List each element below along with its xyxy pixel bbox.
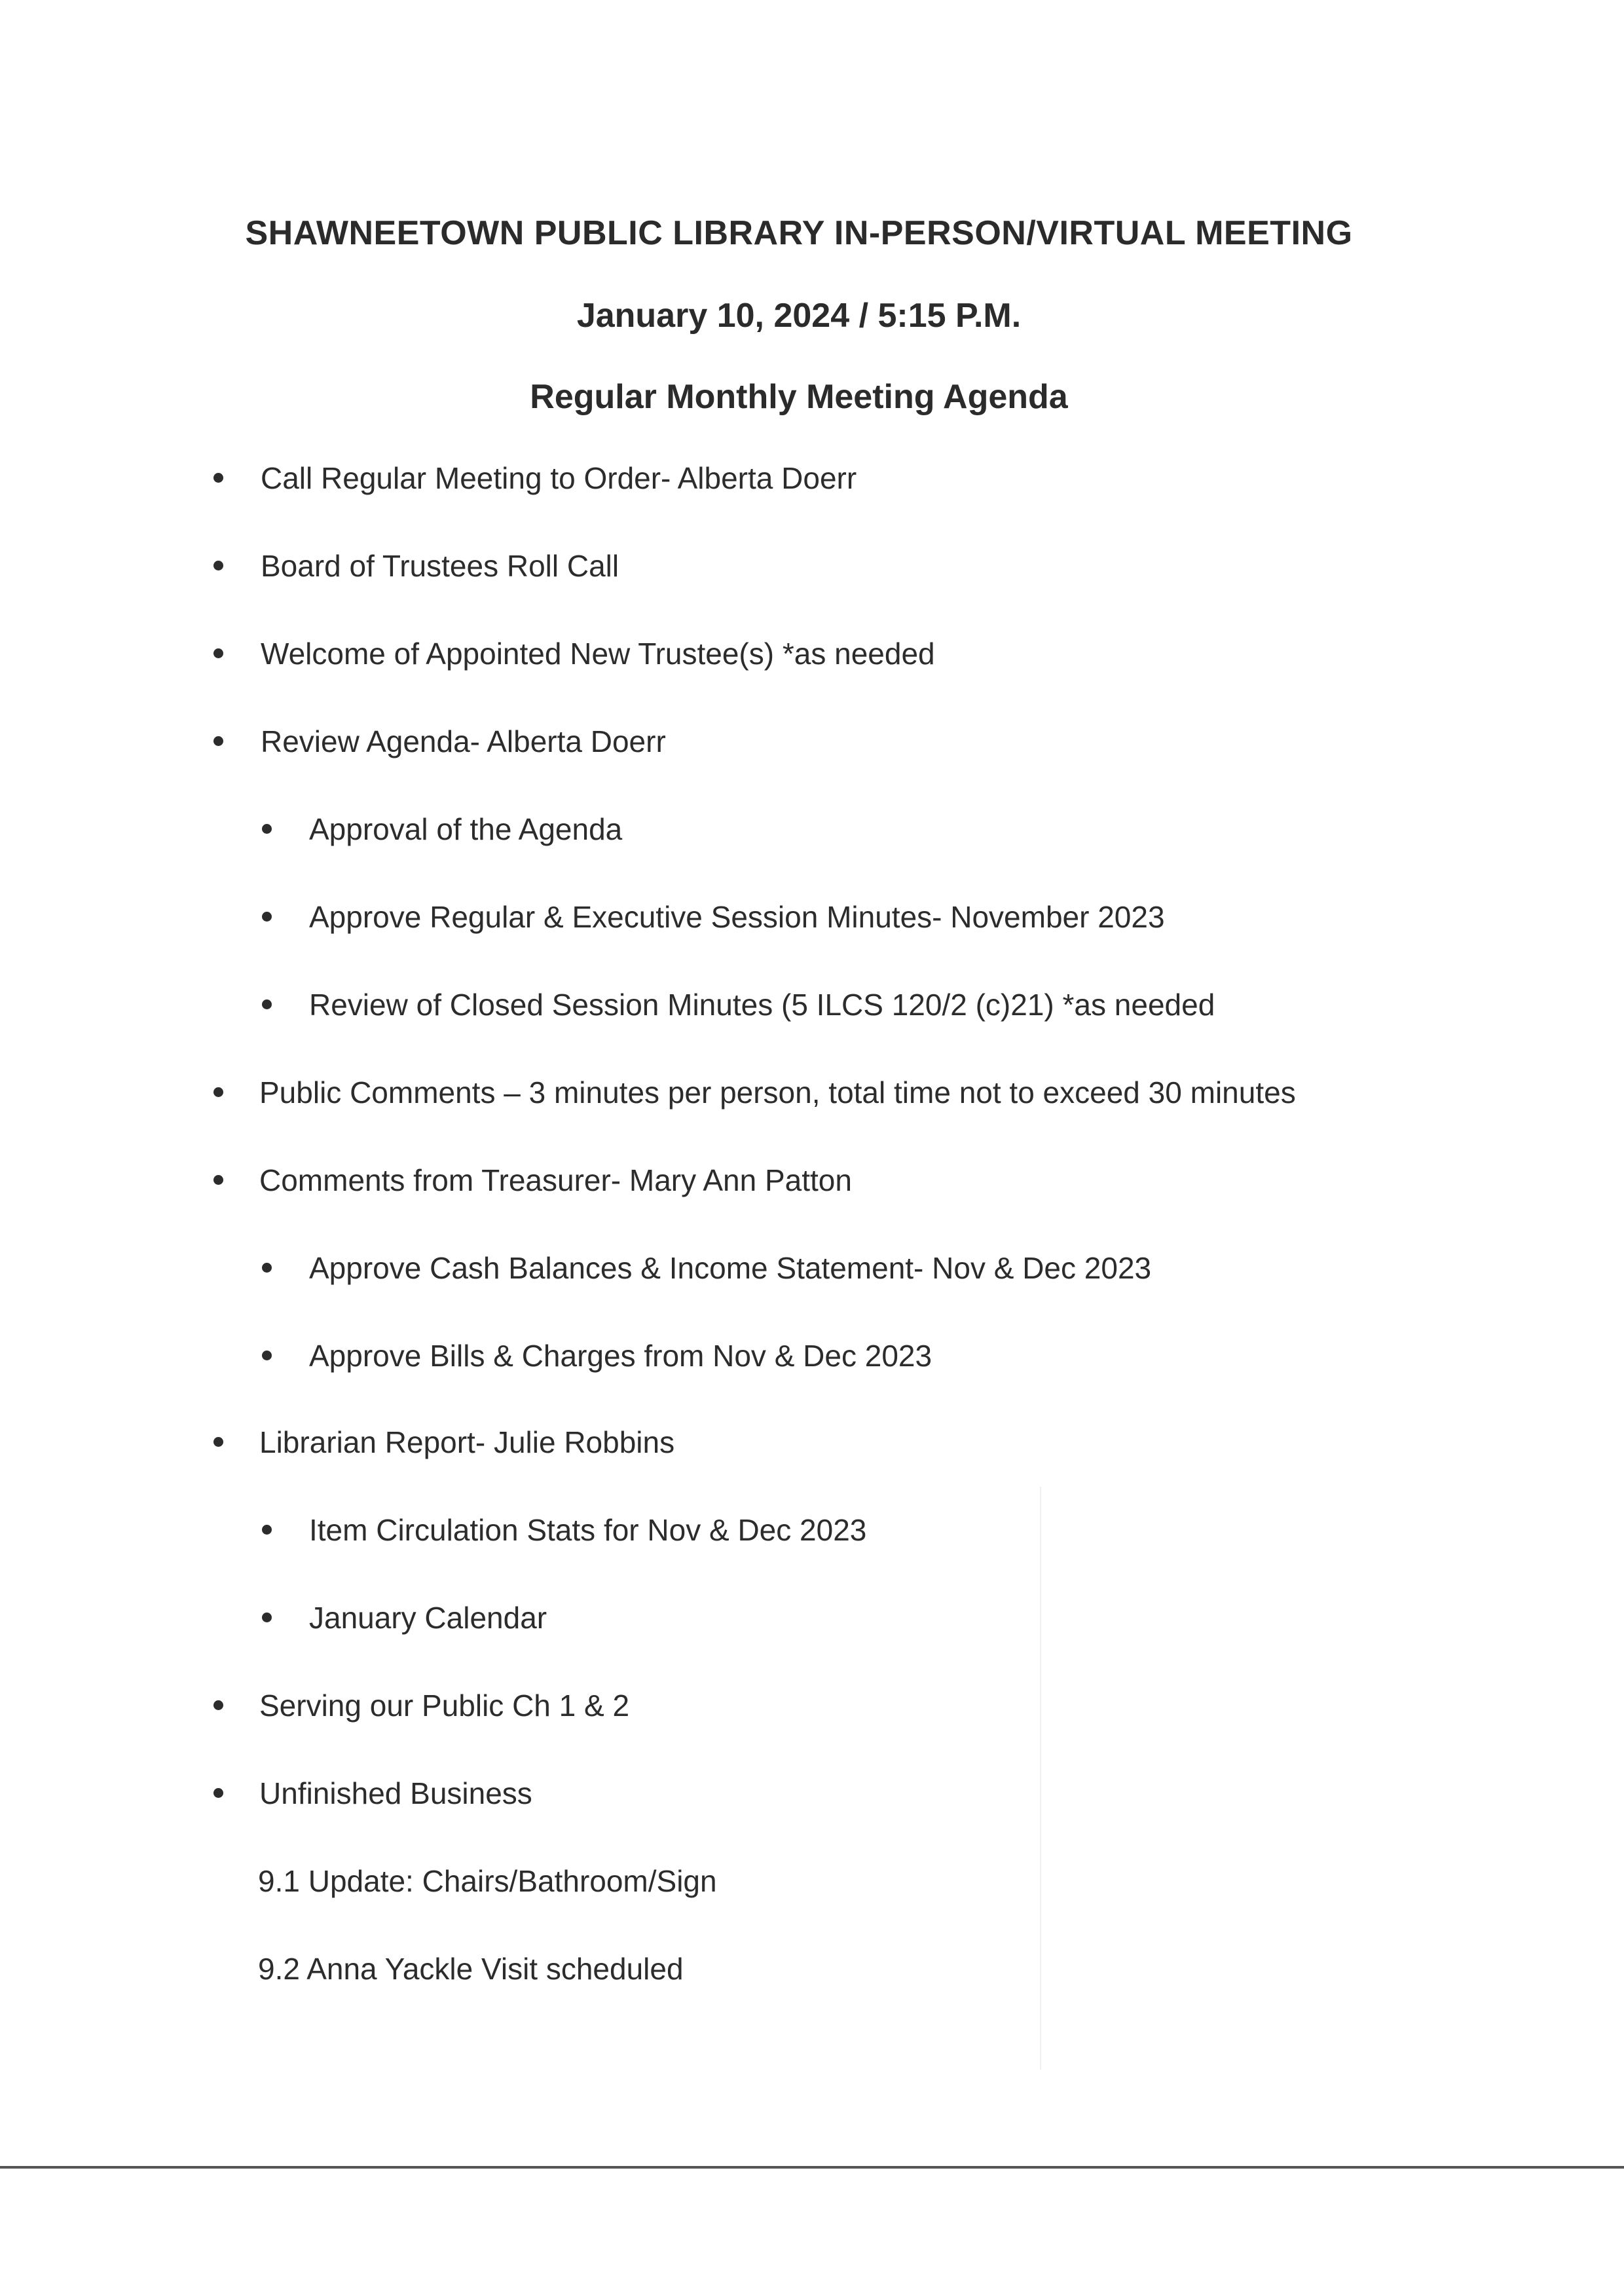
bullet-icon [262,1613,272,1622]
bullet-icon [213,473,223,483]
agenda-subitem-closed-session-minutes: Review of Closed Session Minutes (5 ILCS 120/2 (c)21) *as needed [309,988,1215,1022]
bullet-icon [213,648,223,658]
agenda-subitem-cash-balances: Approve Cash Balances & Income Statement- Nov & Dec 2023 [309,1251,1152,1285]
bullet-icon [262,912,272,922]
agenda-item-serving-public: Serving our Public Ch 1 & 2 [259,1689,630,1723]
agenda-subitem-approve-minutes: Approve Regular & Executive Session Minutes- November 2023 [309,900,1165,934]
agenda-subitem-january-calendar: January Calendar [309,1601,547,1635]
bullet-icon [213,561,223,570]
agenda-item-librarian-report: Librarian Report- Julie Robbins [259,1425,675,1459]
bullet-icon [213,1087,223,1097]
scan-artifact [1040,1487,1041,2070]
bullet-icon [213,1175,223,1185]
agenda-item-public-comments: Public Comments – 3 minutes per person, total time not to exceed 30 minutes [259,1075,1296,1110]
agenda-subitem-9-2: 9.2 Anna Yackle Visit scheduled [258,1952,684,1986]
agenda-subitem-9-1: 9.1 Update: Chairs/Bathroom/Sign [258,1864,717,1898]
bullet-icon [262,1525,272,1535]
agenda-item-unfinished-business: Unfinished Business [259,1776,532,1810]
agenda-item-treasurer-comments: Comments from Treasurer- Mary Ann Patton [259,1163,852,1197]
bullet-icon [213,736,223,746]
agenda-item-roll-call: Board of Trustees Roll Call [261,549,619,583]
agenda-subitem-bills-charges: Approve Bills & Charges from Nov & Dec 2023 [309,1339,932,1373]
meeting-date-time: January 10, 2024 / 5:15 P.M. [576,297,1022,335]
bullet-icon [262,1351,272,1360]
bullet-icon [262,824,272,834]
bullet-icon [262,999,272,1009]
agenda-subitem-circulation-stats: Item Circulation Stats for Nov & Dec 2023 [309,1513,867,1547]
agenda-subitem-approval-of-agenda: Approval of the Agenda [309,812,623,846]
bullet-icon [213,1700,223,1710]
agenda-subtitle: Regular Monthly Meeting Agenda [530,378,1068,416]
bullet-icon [262,1263,272,1273]
bullet-icon [213,1788,223,1798]
agenda-item-review-agenda: Review Agenda- Alberta Doerr [261,724,666,758]
agenda-item-call-to-order: Call Regular Meeting to Order- Alberta Doerr [261,461,857,495]
agenda-item-welcome-trustees: Welcome of Appointed New Trustee(s) *as needed [261,637,935,671]
bullet-icon [213,1437,223,1447]
page-bottom-rule [0,2166,1624,2169]
meeting-title: SHAWNEETOWN PUBLIC LIBRARY IN-PERSON/VIRTUAL MEETING [245,214,1353,252]
